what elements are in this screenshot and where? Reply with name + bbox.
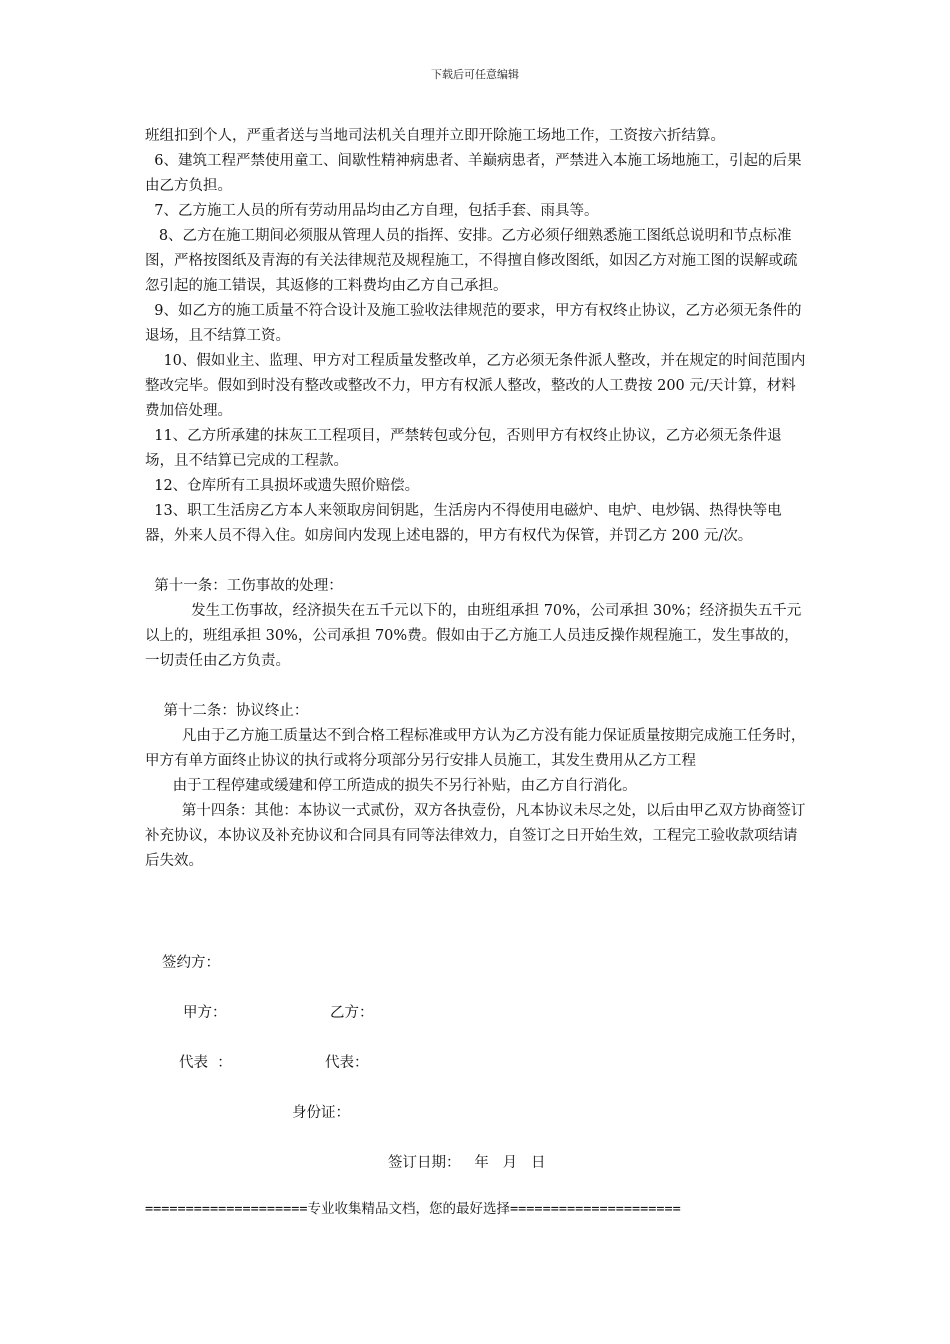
page-header: 下载后可任意编辑 (431, 68, 519, 81)
article-11-body: 发生工伤事故，经济损失在五千元以下的，由班组承担 70%，公司承担 30%；经济损失五千元以上的，班组承担 30%，公司承担 70%费。假如由于乙方施工人员违反操作规程施工，发生事故的，一切责任由乙方负责。 (145, 603, 802, 669)
page-footer: ====================专业收集精品文档，您的最好选择===================== (145, 1201, 681, 1217)
signing-parties-label: 签约方： (162, 955, 220, 971)
signing-date: 签订日期： 年 月 日 (388, 1155, 546, 1171)
party-b-label: 乙方： (330, 1005, 374, 1021)
article-12-body: 由于工程停建或缓建和停工所造成的损失不另行补贴，由乙方自行消化。 (145, 778, 637, 794)
article-11-title: 第十一条：工伤事故的处理： (145, 578, 343, 594)
party-a-label: 甲方： (183, 1005, 227, 1021)
paragraph: 12、仓库所有工具损坏或遗失照价赔偿。 (145, 478, 420, 494)
article-14: 第十四条：其他：本协议一式贰份，双方各执壹份，凡本协议未尽之处，以后由甲乙双方协商签订补充协议，本协议及补充协议和合同具有同等法律效力，自签订之日开始生效，工程完工验收款项结请后失效。 (145, 803, 806, 869)
rep-a-label: 代表 ： (179, 1055, 232, 1071)
paragraph: 7、乙方施工人员的所有劳动用品均由乙方自理，包括手套、雨具等。 (145, 203, 599, 219)
article-12-title: 第十二条：协议终止： (145, 703, 309, 719)
paragraph: 8、乙方在施工期间必须服从管理人员的指挥、安排。乙方必须仔细熟悉施工图纸总说明和节点标准图，严格按图纸及青海的有关法律规范及规程施工，不得擅自修改图纸，如因乙方对施工图的误解或疏忽引起的施工错误，其返修的工料费均由乙方自己承担。 (145, 228, 798, 294)
rep-b-label: 代表： (325, 1055, 369, 1071)
paragraph: 10、假如业主、监理、甲方对工程质量发整改单，乙方必须无条件派人整改，并在规定的时间范围内整改完毕。假如到时没有整改或整改不力，甲方有权派人整改，整改的人工费按 200 元/天计算，材料费加倍处理。 (145, 353, 806, 419)
paragraph: 9、如乙方的施工质量不符合设计及施工验收法律规范的要求，甲方有权终止协议，乙方必须无条件的退场，且不结算工资。 (145, 303, 802, 344)
paragraph: 6、建筑工程严禁使用童工、间歇性精神病患者、羊巅病患者，严禁进入本施工场地施工，引起的后果由乙方负担。 (145, 153, 802, 194)
article-12-body: 凡由于乙方施工质量达不到合格工程标准或甲方认为乙方没有能力保证质量按期完成施工任务时，甲方有单方面终止协议的执行或将分项部分另行安排人员施工，其发生费用从乙方工程 (145, 728, 806, 769)
paragraph: 11、乙方所承建的抹灰工工程项目，严禁转包或分包，否则甲方有权终止协议，乙方必须无条件退场，且不结算已完成的工程款。 (145, 428, 782, 469)
document-body (145, 124, 810, 874)
paragraph: 班组扣到个人，严重者送与当地司法机关自理并立即开除施工场地工作，工资按六折结算。 (145, 128, 725, 144)
id-card-label: 身份证： (292, 1105, 350, 1121)
paragraph: 13、职工生活房乙方本人来领取房间钥匙，生活房内不得使用电磁炉、电炉、电炒锅、热得快等电器，外来人员不得入住。如房间内发现上述电器的，甲方有权代为保管，并罚乙方 200 元/次。 (145, 503, 782, 544)
